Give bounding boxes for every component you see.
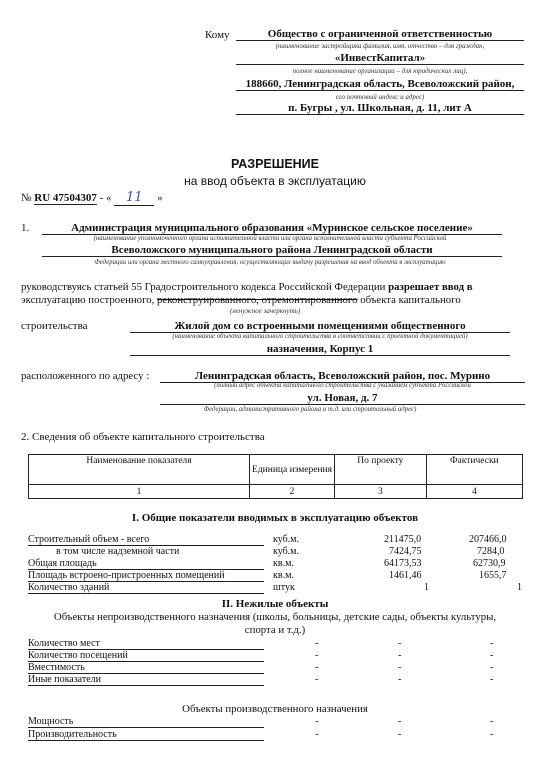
group1-title: I. Общие показатели вводимых в эксплуатацию объектов (131, 512, 419, 524)
hint-unneeded: (ненужное зачеркнуть) (230, 307, 301, 315)
authority-name2: Всеволожского муниципального района Ленинградской области (42, 244, 502, 257)
row-unit: куб.м. (273, 534, 300, 545)
row-name: Количество мест (28, 638, 264, 650)
row-name: Площадь встроено-пристроенных помещений (28, 570, 264, 582)
col-num-1: 1 (29, 485, 250, 499)
row-fact: 7284,0 (477, 546, 505, 557)
number-day-handwritten: 11 (114, 190, 154, 206)
row-plan: - (398, 729, 402, 740)
number-day-open: - « (99, 192, 112, 204)
table-row (28, 662, 523, 674)
row-fact: - (490, 638, 494, 649)
row-plan: 7424,75 (389, 546, 422, 557)
authority-hint1: (наименование уполномоченного органа исполнительной власти или органа исполнительной власти субъекта Российской (93, 235, 447, 242)
row-name: Мощность (28, 716, 264, 728)
recipient-hint-address: его почтовый индекс и адрес) (335, 93, 425, 101)
table-row (28, 650, 523, 662)
row-unit: кв.м. (273, 558, 294, 569)
row-fact: 207466,0 (469, 534, 507, 545)
row-name: Производительность (28, 729, 264, 741)
doc-subtitle: на ввод объекта в эксплуатацию (184, 174, 366, 188)
row-fact: - (490, 716, 494, 727)
col-header-name: Наименование показателя (29, 455, 250, 485)
doc-title: РАЗРЕШЕНИЕ (230, 157, 320, 171)
row-unit: куб.м. (273, 546, 300, 557)
row-plan: - (398, 638, 402, 649)
row-fact: 62730,9 (473, 558, 506, 569)
table-row (28, 674, 523, 686)
row-fact: - (490, 650, 494, 661)
row-name: Строительный объем - всего (28, 534, 264, 546)
address-hint: (полный адрес объекта капитального строительства с указанием субъекта Российской (214, 382, 471, 389)
group2-subtitle1: Объекты непроизводственного назначения (школы, больницы, детские сады, объекты культуры, (53, 611, 497, 623)
col-num-3: 3 (335, 485, 427, 499)
exploitation-a: эксплуатацию построенного, (21, 294, 158, 306)
row-name: Общая площадь (28, 558, 264, 570)
recipient-org-short: «ИнвестКапитал» (236, 52, 524, 65)
recipient-address-line1: 188660, Ленинградская область, Всеволожский район, (236, 78, 524, 91)
construction-label: строительства (21, 320, 88, 332)
row-unit: - (315, 662, 319, 673)
production-title: Объекты производственного назначения (182, 703, 368, 715)
table-row (28, 570, 523, 582)
row-plan: 211475,0 (384, 534, 422, 545)
row-unit: штук (273, 582, 295, 593)
recipient-hint-full: полное наименование организации – для юридических лиц), (292, 67, 468, 75)
address-hint2: Федерации, административного района и т.д. или строительный адрес) (203, 406, 417, 413)
row-name: Иные показатели (28, 674, 264, 686)
guided-text: руководствуясь статьей 55 Градостроительного кодекса Российской Федерации (21, 281, 389, 293)
exploitation-b: объекта капитального (357, 294, 461, 306)
table-row (28, 729, 523, 741)
table-row (28, 534, 523, 546)
authority-name: Администрация муниципального образования «Муринское сельское поселение» (42, 222, 502, 235)
row-plan: 1 (424, 582, 429, 593)
row-plan: - (398, 674, 402, 685)
table-row (28, 638, 523, 650)
row-name: Вместимость (28, 662, 264, 674)
table-row (28, 546, 523, 558)
row-name: в том числе надземной части (56, 546, 180, 557)
row-fact: - (490, 662, 494, 673)
object-hint: (наименование объекта капитального строительства в соответствии с проектной документацией) (172, 333, 468, 340)
row-plan: 64173,53 (384, 558, 422, 569)
guided-bold: разрешает ввод в (388, 281, 473, 293)
section2-heading: 2. Сведения об объекте капитального строительства (21, 431, 265, 443)
number-value: RU 47504307 (34, 192, 97, 204)
doc-number (21, 190, 163, 206)
row-unit: кв.м. (273, 570, 294, 581)
row-plan: - (398, 662, 402, 673)
table-row (28, 558, 523, 570)
exploitation-struck: реконструированного, отремонтированного (157, 294, 358, 306)
row-name: Количество зданий (28, 582, 264, 594)
row-plan: - (398, 716, 402, 727)
object-address1: Ленинградская область, Всеволожский район, пос. Мурино (160, 370, 525, 383)
col-header-unit: Единица измерения (250, 455, 335, 485)
row-unit: - (315, 674, 319, 685)
table-row (28, 582, 523, 594)
recipient-org-name: Общество с ограниченной ответственностью (236, 28, 524, 41)
table-row (28, 716, 523, 728)
number-day-close: » (157, 192, 163, 204)
authority-hint2: Федерации или органа местного самоуправления, осуществляющих выдачу разрешения на ввод объекта в эксплуатацию (94, 259, 446, 266)
guided-line (21, 281, 473, 293)
row-unit: - (315, 716, 319, 727)
indicators-table-header (28, 454, 523, 499)
col-num-4: 4 (426, 485, 522, 499)
row-unit: - (315, 729, 319, 740)
col-header-fact: Фактически (426, 455, 522, 485)
row-plan: 1461,46 (389, 570, 422, 581)
col-header-plan: По проекту (335, 455, 427, 485)
to-label: Кому (205, 29, 230, 41)
object-name: Жилой дом со встроенными помещениями общественного (130, 320, 510, 333)
number-prefix: № (21, 192, 32, 204)
row-name: Количество посещений (28, 650, 264, 662)
object-address2: ул. Новая, д. 7 (160, 392, 525, 405)
col-num-2: 2 (250, 485, 335, 499)
row-fact: - (490, 729, 494, 740)
row-fact: - (490, 674, 494, 685)
row-plan: - (398, 650, 402, 661)
group2-subtitle2: спорта и т.д.) (244, 624, 306, 636)
recipient-hint-name: (наименование застройщика фамилия, имя, отчество – для граждан, (275, 42, 485, 50)
row-fact: 1 (517, 582, 522, 593)
located-label: расположенного по адресу : (21, 370, 150, 382)
object-name2: назначения, Корпус 1 (130, 343, 510, 356)
row-unit: - (315, 650, 319, 661)
row-unit: - (315, 638, 319, 649)
row-fact: 1655,7 (479, 570, 507, 581)
section1-number: 1. (21, 222, 30, 234)
exploitation-line (21, 294, 461, 306)
group2-title: II. Нежилые объекты (221, 598, 329, 610)
recipient-address-line2: п. Бугры , ул. Школьная, д. 11, лит А (236, 102, 524, 115)
